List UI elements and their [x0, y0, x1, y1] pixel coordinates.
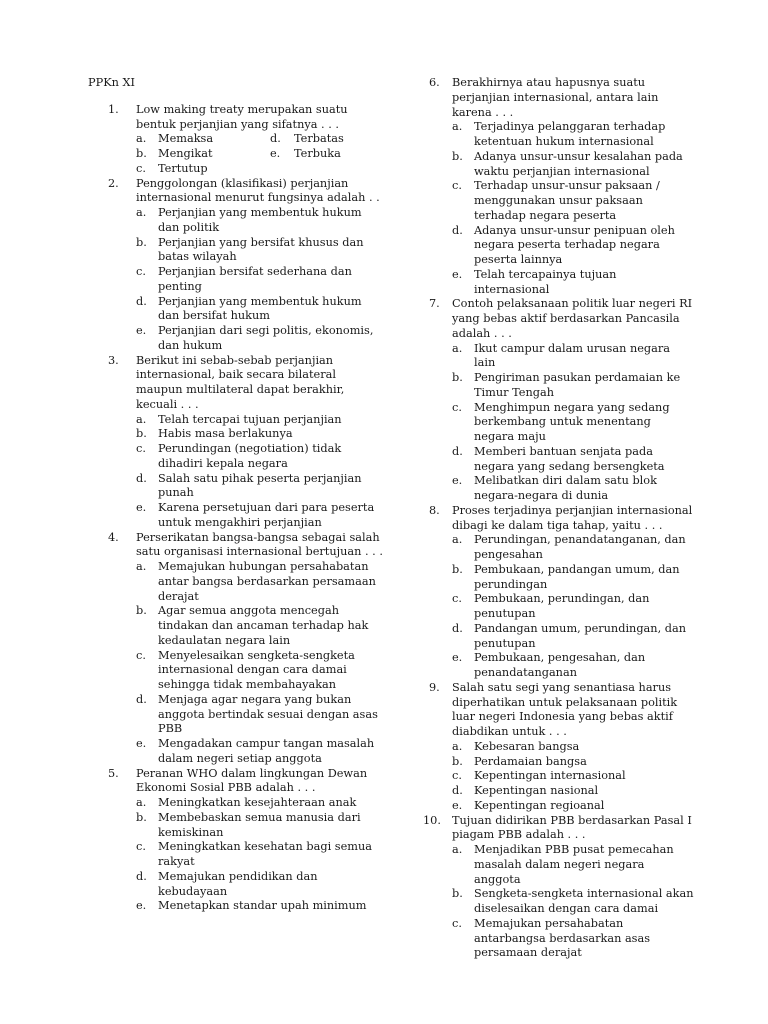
question-number: 1.	[108, 102, 119, 116]
option-text: Kepentingan nasional	[474, 784, 599, 797]
option-letter: e.	[136, 899, 147, 913]
answer-option	[452, 371, 694, 401]
option-letter: b.	[136, 147, 147, 160]
question-text: Berakhirnya atau hapusnya suatu perjanjian internasional, antara lain karena . . .	[452, 76, 659, 119]
answer-option	[136, 413, 388, 428]
answer-option	[452, 474, 694, 504]
option-text: Kebesaran bangsa	[474, 739, 580, 753]
option-letter: c.	[452, 400, 462, 414]
right-column	[424, 76, 694, 961]
option-text: Terhadap unsur-unsur paksaan / menggunakan unsur paksaan terhadap negara peserta	[474, 179, 660, 222]
answer-option	[452, 755, 694, 770]
question-item	[88, 177, 388, 354]
answer-option	[452, 769, 694, 784]
option-letter: b.	[136, 810, 147, 824]
answer-option	[136, 870, 388, 900]
answer-option	[136, 206, 388, 236]
option-letter: c.	[136, 265, 146, 278]
option-text: Pembukaan, pengesahan, dan penandatanganan	[474, 651, 646, 679]
question-item	[88, 531, 388, 767]
question-text: Contoh pelaksanaan politik luar negeri RI yang bebas aktif berdasarkan Pancasila adalah . . .	[452, 297, 693, 340]
option-letter: c.	[136, 161, 146, 175]
question-number: 10.	[423, 813, 441, 827]
option-text: Meningkatkan kesehatan bagi semua rakyat	[158, 840, 372, 868]
option-letter: d.	[452, 784, 463, 797]
option-letter: e.	[136, 501, 147, 514]
answer-option	[452, 563, 694, 593]
option-letter: a.	[136, 412, 147, 426]
question-text: Berikut ini sebab-sebab perjanjian internasional, baik secara bilateral maupun multilateral dapat berakhir, kecuali . . .	[136, 353, 345, 411]
option-text: Melibatkan diri dalam satu blok negara-negara di dunia	[474, 474, 657, 502]
option-letter: c.	[136, 648, 146, 662]
option-letter: a.	[136, 796, 147, 809]
option-row	[136, 132, 388, 147]
option-letter: e.	[452, 267, 463, 281]
answer-option	[136, 147, 388, 162]
option-letter: c.	[136, 840, 146, 854]
answer-option	[136, 162, 388, 177]
option-letter: e.	[452, 474, 463, 488]
answer-option	[452, 887, 694, 917]
answer-option	[136, 604, 388, 648]
question-text: Peranan WHO dalam lingkungan Dewan Ekonomi Sosial PBB adalah . . .	[136, 766, 368, 795]
option-letter: b.	[136, 427, 147, 441]
question-item	[424, 504, 694, 681]
option-letter: d.	[452, 621, 463, 635]
question-text: Salah satu segi yang senantiasa harus diperhatikan untuk pelaksanaan politik luar negeri Indonesia yang bebas aktif diabdikan untuk . . .	[452, 680, 678, 738]
question-number: 5.	[108, 766, 119, 780]
option-letter: b.	[452, 149, 463, 163]
question-number: 8.	[429, 503, 440, 517]
option-text: Habis masa berlakunya	[158, 427, 293, 441]
option-letter: a.	[136, 206, 147, 219]
option-letter: a.	[452, 739, 463, 753]
answer-option	[270, 132, 344, 147]
option-text: Memaksa	[158, 132, 214, 146]
answer-option	[136, 899, 388, 914]
question-number: 3.	[108, 353, 119, 367]
option-letter: b.	[452, 754, 463, 768]
option-text: Menyelesaikan sengketa-sengketa internasional dengan cara damai sehingga tidak membahayakan	[158, 648, 355, 691]
left-column	[88, 76, 388, 914]
option-row	[136, 147, 388, 162]
option-letter: d.	[452, 444, 463, 458]
option-letter: c.	[452, 769, 462, 783]
question-text: Tujuan didirikan PBB berdasarkan Pasal I piagam PBB adalah . . .	[452, 813, 692, 842]
option-text: Perjanjian bersifat sederhana dan penting	[158, 265, 352, 293]
page-title: PPKn XI	[88, 76, 136, 89]
question-text: Proses terjadinya perjanjian internasional dibagi ke dalam tiga tahap, yaitu . . .	[452, 503, 693, 532]
answer-option	[452, 268, 694, 298]
question-item	[424, 681, 694, 814]
option-letter: a.	[452, 533, 463, 547]
answer-option	[452, 120, 694, 150]
option-letter: c.	[452, 592, 462, 606]
option-text: Perjanjian yang bersifat khusus dan batas wilayah	[158, 235, 364, 264]
answer-option	[136, 560, 388, 604]
answer-option	[452, 799, 694, 814]
answer-option	[452, 533, 694, 563]
option-text: Ikut campur dalam urusan negara lain	[474, 341, 671, 370]
option-text: Memajukan hubungan persahabatan antar bangsa berdasarkan persamaan derajat	[158, 560, 376, 603]
option-letter: d.	[136, 869, 147, 883]
option-letter: e.	[452, 651, 463, 665]
answer-option	[136, 295, 388, 325]
answer-option	[452, 740, 694, 755]
question-item	[424, 297, 694, 504]
answer-option	[136, 649, 388, 693]
option-letter: d.	[452, 223, 463, 237]
option-letter: b.	[452, 371, 463, 384]
option-text: Telah tercapainya tujuan internasional	[474, 267, 617, 296]
question-item	[424, 76, 694, 297]
answer-option	[452, 224, 694, 268]
option-text: Membebaskan semua manusia dari kemiskinan	[158, 810, 361, 839]
option-letter: e.	[136, 324, 147, 337]
answer-option	[452, 150, 694, 180]
question-item	[424, 814, 694, 962]
option-text: Agar semua anggota mencegah tindakan dan ancaman terhadap hak kedaulatan negara lain	[158, 604, 369, 647]
answer-option	[136, 693, 388, 737]
question-number: 2.	[108, 176, 119, 190]
option-text: Perjanjian yang membentuk hukum dan politik	[158, 206, 362, 234]
option-letter: a.	[136, 560, 147, 573]
option-text: Sengketa-sengketa internasional akan diselesaikan dengan cara damai	[474, 887, 694, 915]
question-list-left	[88, 103, 388, 914]
answer-option	[136, 811, 388, 841]
option-letter: b.	[136, 604, 147, 618]
question-text: Penggolongan (klasifikasi) perjanjian internasional menurut fungsinya adalah . .	[136, 176, 380, 205]
question-list-right	[424, 76, 694, 961]
option-text: Perdamaian bangsa	[474, 754, 587, 768]
option-text: Perjanjian yang membentuk hukum dan bersifat hukum	[158, 294, 362, 323]
option-letter: b.	[452, 562, 463, 576]
option-text: Perundingan (negotiation) tidak dihadiri kepala negara	[158, 442, 342, 470]
option-letter: d.	[136, 692, 147, 706]
option-text: Menjadikan PBB pusat pemecahan masalah dalam negeri negara anggota	[474, 843, 674, 886]
answer-option	[452, 917, 694, 961]
question-number: 4.	[108, 530, 119, 544]
answer-option	[452, 342, 694, 372]
option-letter: a.	[452, 843, 463, 856]
option-text: Adanya unsur-unsur penipuan oleh negara peserta terhadap negara peserta lainnya	[474, 223, 675, 266]
option-text: Terbatas	[294, 132, 344, 146]
option-letter: d.	[136, 471, 147, 485]
option-text: Menghimpun negara yang sedang berkembang untuk menentang negara maju	[474, 400, 670, 443]
option-letter: b.	[452, 887, 463, 901]
option-letter: c.	[136, 442, 146, 455]
answer-option	[452, 179, 694, 223]
option-letter: a.	[452, 120, 463, 134]
option-text: Adanya unsur-unsur kesalahan pada waktu perjanjian internasional	[474, 149, 683, 178]
option-letter: d.	[270, 132, 281, 146]
option-text: Mengikat	[158, 147, 213, 160]
option-text: Pembukaan, pandangan umum, dan perundingan	[474, 562, 680, 591]
answer-option	[136, 472, 388, 502]
question-text: Perserikatan bangsa-bangsa sebagai salah satu organisasi internasional bertujuan . . .	[136, 530, 383, 559]
option-letter: e.	[270, 147, 281, 160]
answer-option	[136, 737, 388, 767]
answer-option	[136, 796, 388, 811]
option-text: Telah tercapai tujuan perjanjian	[158, 412, 342, 426]
option-letter: e.	[452, 798, 463, 812]
option-text: Meningkatkan kesejahteraan anak	[158, 796, 357, 809]
option-text: Perjanjian dari segi politis, ekonomis, dan hukum	[158, 324, 374, 352]
option-letter: c.	[452, 916, 462, 930]
answer-option	[136, 265, 388, 295]
question-item	[88, 354, 388, 531]
option-text: Salah satu pihak peserta perjanjian punah	[158, 471, 362, 500]
option-letter: c.	[452, 179, 462, 193]
option-text: Karena persetujuan dari para peserta untuk mengakhiri perjanjian	[158, 501, 375, 529]
answer-option	[452, 622, 694, 652]
answer-option	[452, 843, 694, 887]
option-text: Kepentingan internasional	[474, 769, 626, 783]
question-number: 7.	[429, 297, 440, 311]
answer-option	[136, 236, 388, 266]
answer-option	[452, 445, 694, 475]
option-text: Menjaga agar negara yang bukan anggota bertindak sesuai dengan asas PBB	[158, 692, 378, 736]
option-text: Menetapkan standar upah minimum	[158, 899, 367, 913]
question-number: 9.	[429, 680, 440, 694]
option-text: Memberi bantuan senjata pada negara yang sedang bersengketa	[474, 444, 665, 473]
option-text: Mengadakan campur tangan masalah dalam negeri setiap anggota	[158, 737, 375, 765]
option-text: Tertutup	[158, 161, 208, 175]
question-item	[88, 103, 388, 177]
option-text: Kepentingan regioanal	[474, 798, 605, 812]
option-letter: d.	[136, 294, 147, 308]
answer-option	[136, 501, 388, 531]
answer-option	[452, 784, 694, 799]
answer-option	[136, 427, 388, 442]
option-letter: a.	[452, 341, 463, 355]
answer-option	[452, 401, 694, 445]
answer-option	[270, 147, 341, 162]
question-text: Low making treaty merupakan suatu bentuk perjanjian yang sifatnya . . .	[136, 102, 348, 131]
option-text: Perundingan, penandatanganan, dan pengesahan	[474, 533, 686, 561]
option-text: Terjadinya pelanggaran terhadap ketentuan hukum internasional	[474, 120, 666, 148]
answer-option	[136, 840, 388, 870]
option-text: Pandangan umum, perundingan, dan penutupan	[474, 621, 686, 650]
answer-option	[136, 324, 388, 354]
answer-option	[452, 592, 694, 622]
question-number: 6.	[429, 76, 440, 89]
option-text: Memajukan pendidikan dan kebudayaan	[158, 869, 318, 898]
option-text: Pengiriman pasukan perdamaian ke Timur Tengah	[474, 371, 681, 399]
option-text: Terbuka	[294, 147, 341, 160]
option-text: Memajukan persahabatan antarbangsa berdasarkan asas persamaan derajat	[474, 916, 651, 960]
option-letter: e.	[136, 737, 147, 750]
option-text: Pembukaan, perundingan, dan penutupan	[474, 592, 650, 620]
option-letter: a.	[136, 132, 147, 146]
question-item	[88, 767, 388, 915]
option-letter: b.	[136, 235, 147, 249]
answer-option	[452, 651, 694, 681]
answer-option	[136, 442, 388, 472]
answer-option	[136, 132, 388, 147]
